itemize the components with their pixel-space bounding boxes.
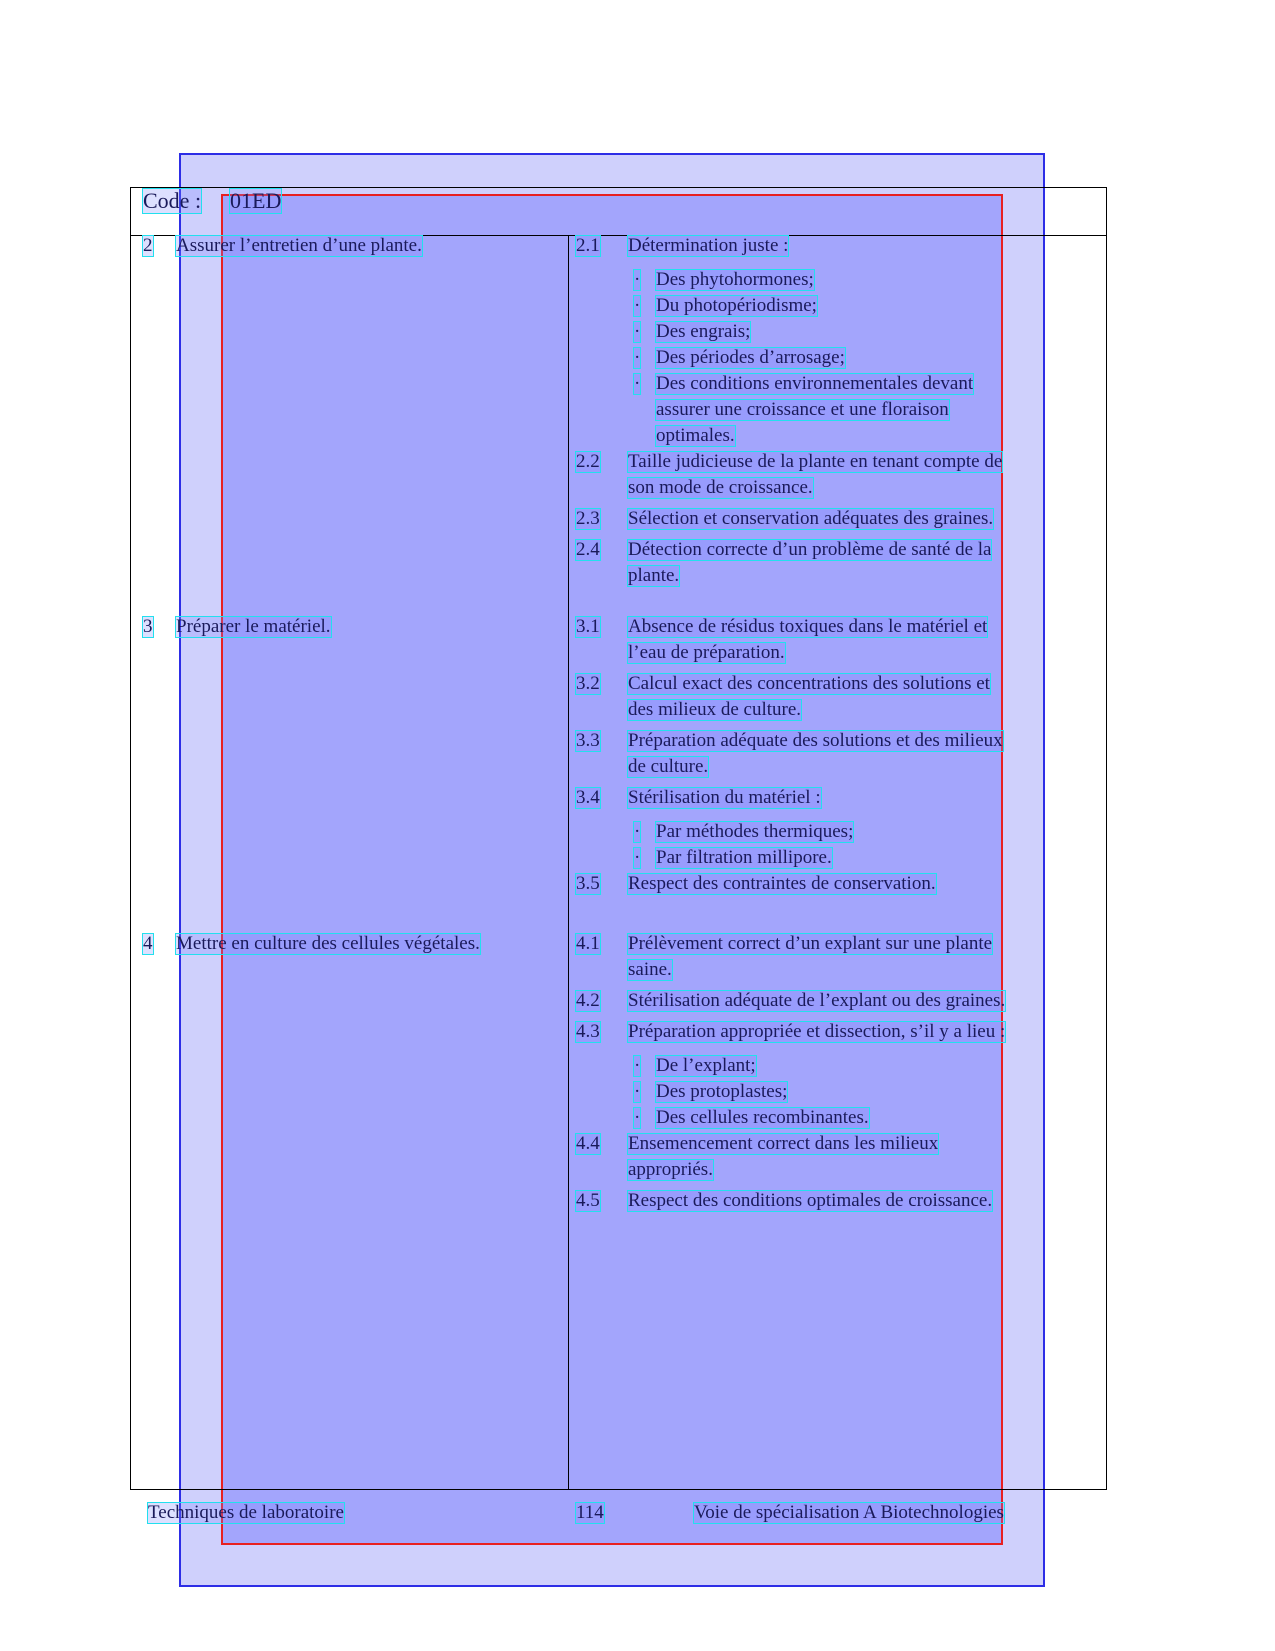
criterion-number: 4.3 xyxy=(576,1021,600,1042)
bullet-marker: · xyxy=(634,321,641,342)
criterion-number: 4.5 xyxy=(576,1190,600,1211)
bullet-item-text: Des cellules recombinantes. xyxy=(656,1107,869,1128)
bullet-marker: · xyxy=(634,347,641,368)
code-value: 01ED xyxy=(230,188,282,213)
criterion-text: l’eau de préparation. xyxy=(628,642,785,663)
criterion-number: 3.2 xyxy=(576,673,600,694)
criterion-text: Absence de résidus toxiques dans le matériel et xyxy=(628,616,988,637)
footer-page-number: 114 xyxy=(576,1502,604,1523)
bullet-item-text: Des conditions environnementales devant xyxy=(656,373,974,394)
criterion-text: son mode de croissance. xyxy=(628,477,813,498)
criterion-number: 2.3 xyxy=(576,508,600,529)
column-divider xyxy=(568,236,569,1490)
criterion-text: appropriés. xyxy=(628,1159,713,1180)
element-number: 2 xyxy=(143,235,153,256)
criterion-text: Taille judicieuse de la plante en tenant compte de xyxy=(628,451,1003,472)
criterion-text: Ensemencement correct dans les milieux xyxy=(628,1133,939,1154)
bullet-item-text: Du photopériodisme; xyxy=(656,295,817,316)
bullet-marker: · xyxy=(634,269,641,290)
criterion-text: Prélèvement correct d’un explant sur une plante xyxy=(628,933,993,954)
element-number: 3 xyxy=(143,616,153,637)
criterion-number: 4.2 xyxy=(576,990,600,1011)
bullet-item-text: Par filtration millipore. xyxy=(656,847,832,868)
bullet-marker: · xyxy=(634,295,641,316)
criterion-number: 2.4 xyxy=(576,539,600,560)
criterion-text: des milieux de culture. xyxy=(628,699,802,720)
bullet-marker: · xyxy=(634,821,641,842)
footer-right: Voie de spécialisation A Biotechnologies xyxy=(694,1502,1004,1523)
element-number: 4 xyxy=(143,933,153,954)
criterion-number: 3.3 xyxy=(576,730,600,751)
criterion-text: plante. xyxy=(628,565,680,586)
element-title: Mettre en culture des cellules végétales. xyxy=(176,933,480,954)
criterion-text: Détection correcte d’un problème de santé de la xyxy=(628,539,992,560)
bullet-marker: · xyxy=(634,1081,641,1102)
code-label: Code : xyxy=(143,188,202,213)
criterion-text: de culture. xyxy=(628,756,709,777)
criterion-number: 3.4 xyxy=(576,787,600,808)
bullet-item-text: Des engrais; xyxy=(656,321,751,342)
bullet-marker: · xyxy=(634,373,641,394)
element-title: Assurer l’entretien d’une plante. xyxy=(176,235,422,256)
criterion-number: 4.4 xyxy=(576,1133,600,1154)
bullet-item-text: Des périodes d’arrosage; xyxy=(656,347,845,368)
criterion-number: 3.1 xyxy=(576,616,600,637)
criterion-text: Stérilisation adéquate de l’explant ou des graines. xyxy=(628,990,1006,1011)
bullet-item-text: De l’explant; xyxy=(656,1055,756,1076)
criterion-number: 4.1 xyxy=(576,933,600,954)
bullet-marker: · xyxy=(634,847,641,868)
bullet-item-text: assurer une croissance et une floraison xyxy=(656,399,949,420)
footer-left: Techniques de laboratoire xyxy=(148,1502,344,1523)
criterion-number: 2.2 xyxy=(576,451,600,472)
criterion-text: Calcul exact des concentrations des solutions et xyxy=(628,673,990,694)
bullet-marker: · xyxy=(634,1055,641,1076)
criterion-text: Sélection et conservation adéquates des graines. xyxy=(628,508,994,529)
criterion-text: Préparation appropriée et dissection, s’il y a lieu : xyxy=(628,1021,1006,1042)
criterion-text: Préparation adéquate des solutions et des milieux xyxy=(628,730,1003,751)
bullet-item-text: Des phytohormones; xyxy=(656,269,814,290)
criterion-number: 3.5 xyxy=(576,873,600,894)
criterion-text: Détermination juste : xyxy=(628,235,789,256)
bullet-item-text: optimales. xyxy=(656,425,735,446)
criterion-text: Stérilisation du matériel : xyxy=(628,787,821,808)
bullet-item-text: Des protoplastes; xyxy=(656,1081,788,1102)
element-title: Préparer le matériel. xyxy=(176,616,331,637)
bullet-marker: · xyxy=(634,1107,641,1128)
criterion-text: Respect des conditions optimales de croissance. xyxy=(628,1190,993,1211)
bullet-item-text: Par méthodes thermiques; xyxy=(656,821,854,842)
criterion-text: saine. xyxy=(628,959,672,980)
criterion-number: 2.1 xyxy=(576,235,600,256)
criterion-text: Respect des contraintes de conservation. xyxy=(628,873,936,894)
